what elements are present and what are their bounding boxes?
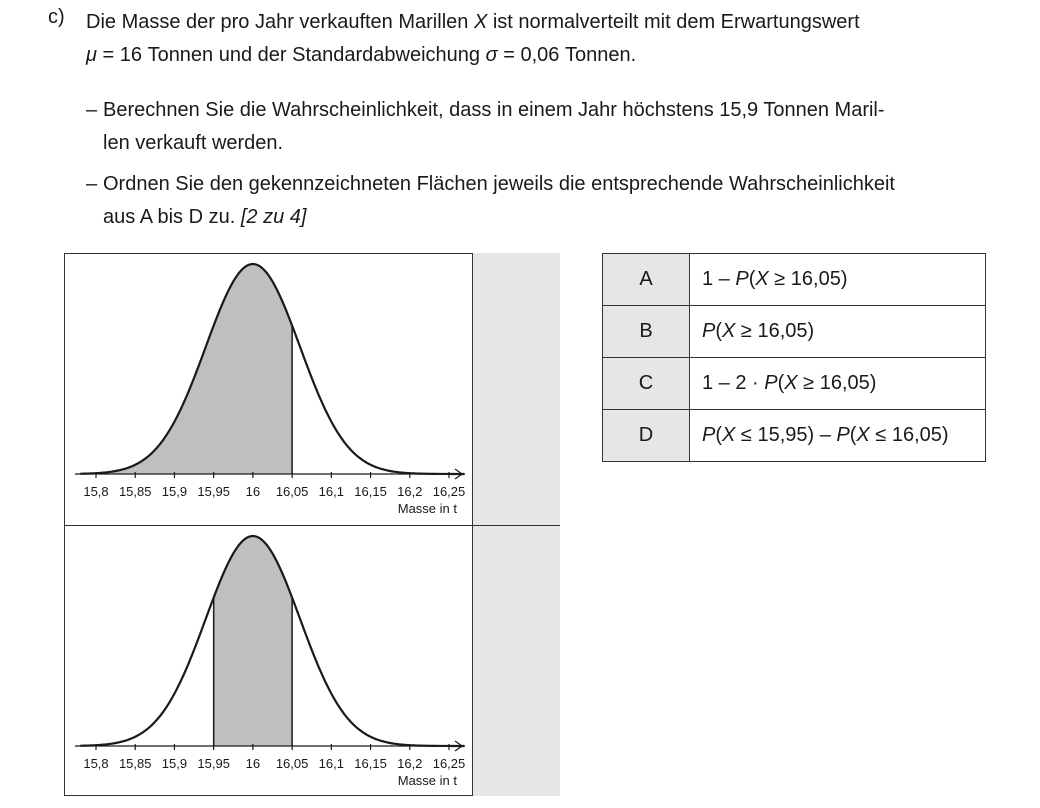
option-formula: P(X ≥ 16,05) (690, 306, 986, 358)
option-letter: A (603, 254, 690, 306)
variable-x: X (473, 11, 488, 33)
options-table (602, 253, 986, 462)
x-tick-label: 15,95 (197, 756, 230, 771)
option-formula: 1 – 2 · P(X ≥ 16,05) (690, 358, 986, 410)
option-formula: 1 – P(X ≥ 16,05) (690, 254, 986, 306)
sigma-symbol: σ (485, 44, 498, 66)
x-tick-label: 16,25 (432, 484, 466, 499)
intro-text: = 0,06 Tonnen. (497, 44, 637, 66)
normal-curve-chart-1 (65, 254, 471, 526)
x-tick-label: 16,1 (318, 484, 344, 499)
x-tick-label: 16,2 (397, 484, 423, 499)
x-tick-label: 15,85 (118, 484, 152, 499)
task-bullet-2 (86, 168, 1016, 234)
bullet-dash: – (86, 173, 98, 195)
x-tick-label: 15,85 (118, 756, 152, 771)
x-tick-label: 16,15 (354, 484, 387, 499)
answer-row-divider (472, 525, 560, 526)
intro-text: = 16 Tonnen und der Standardabweichung (96, 44, 486, 66)
x-axis-title: Masse in t (397, 773, 457, 788)
task-intro (86, 6, 1016, 72)
bullet-text: len verkauft werden. (103, 132, 284, 154)
mu-symbol: μ (86, 44, 97, 66)
option-letter: C (603, 358, 690, 410)
x-tick-label: 16,05 (275, 756, 309, 771)
option-row-c (603, 358, 986, 410)
x-tick-label: 16,05 (275, 484, 309, 499)
bullet-text: Ordnen Sie den gekennzeichneten Flächen jeweils die entsprechende Wahrscheinlichkeit (103, 173, 895, 195)
x-tick-label: 16,2 (397, 756, 423, 771)
intro-text: Die Masse der pro Jahr verkauften Marillen (86, 11, 474, 33)
points-note: [2 zu 4] (240, 206, 307, 228)
x-tick-label: 16 (245, 756, 261, 771)
option-row-d (603, 410, 986, 462)
task-bullet-1 (86, 94, 1016, 160)
option-letter: D (603, 410, 690, 462)
x-axis-title: Masse in t (397, 501, 457, 516)
option-formula: P(X ≤ 15,95) – P(X ≤ 16,05) (690, 410, 986, 462)
option-letter: B (603, 306, 690, 358)
answer-box-2[interactable] (474, 527, 558, 795)
bullet-text: aus A bis D zu. (103, 206, 241, 228)
shaded-area (96, 264, 292, 474)
x-tick-label: 15,9 (161, 484, 188, 499)
x-tick-label: 15,8 (83, 484, 109, 499)
x-tick-label: 16,15 (354, 756, 387, 771)
x-tick-label: 16 (245, 484, 261, 499)
option-row-b (603, 306, 986, 358)
option-row-a (603, 254, 986, 306)
x-tick-label: 16,1 (318, 756, 344, 771)
intro-text: ist normalverteilt mit dem Erwartungswert (487, 11, 860, 33)
bullet-text: Berechnen Sie die Wahrscheinlichkeit, dass in einem Jahr höchstens 15,9 Tonnen Maril- (103, 99, 885, 121)
normal-curve-chart-2 (65, 526, 471, 796)
answer-box-1[interactable] (474, 255, 558, 524)
x-tick-label: 16,25 (432, 756, 466, 771)
x-tick-label: 15,9 (161, 756, 188, 771)
bullet-dash: – (86, 99, 98, 121)
x-tick-label: 15,8 (83, 756, 109, 771)
x-tick-label: 15,95 (197, 484, 230, 499)
task-label: c) (48, 6, 65, 28)
